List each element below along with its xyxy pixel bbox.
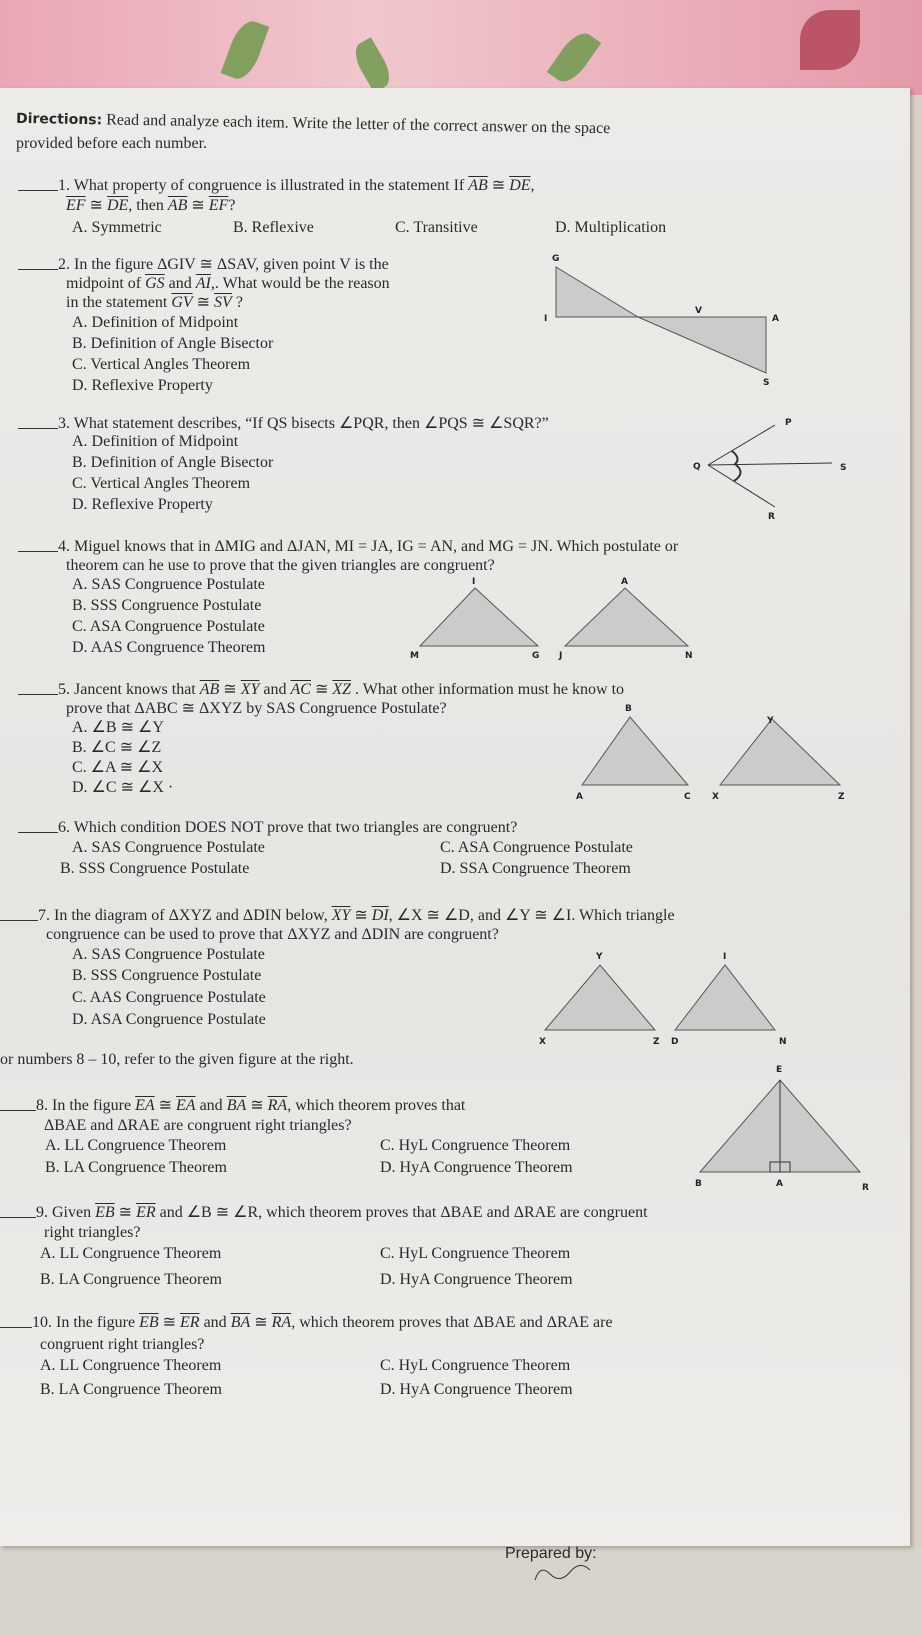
text-segment: 2. In the figure ΔGIV ≅ ΔSAV, given point V is the [58, 256, 389, 273]
leaf-decoration [547, 27, 601, 88]
text-segment: right triangles? [44, 1224, 141, 1241]
segment-notation: $\overline{RA}$ [267, 1097, 288, 1114]
question-10-line [32, 1313, 613, 1332]
text-segment: , then [128, 197, 168, 214]
label-x: X [712, 792, 719, 802]
text-segment: and ∠B ≅ ∠R, which theorem proves that ΔBAE and ΔRAE are congruent [155, 1204, 648, 1221]
segment-notation: $\overline{EF}$ [66, 197, 86, 214]
text-segment: ≅ [154, 1097, 177, 1114]
ray-qr [708, 465, 775, 507]
text-segment: midpoint of [66, 275, 146, 292]
segment-notation: $\overline{AI}$ [195, 275, 211, 292]
text-segment: theorem can he use to prove that the given triangles are congruent? [66, 557, 495, 574]
question-8-choice: C. HyL Congruence Theorem [380, 1137, 571, 1154]
question-1-choice: C. Transitive [395, 219, 478, 236]
text-segment: 9. Given [36, 1204, 96, 1221]
text-segment: ≅ [158, 1314, 181, 1331]
label-m: M [410, 651, 419, 661]
question-1-choice: B. Reflexive [233, 219, 314, 236]
answer-blank[interactable] [18, 190, 58, 191]
question-7-choice: B. SSS Congruence Postulate [72, 967, 262, 984]
text-segment: . What other information must he know to [351, 681, 625, 698]
label-j: J [559, 651, 563, 661]
segment-notation: $\overline{EB}$ [95, 1204, 115, 1221]
question-5-choice: C. ∠A ≅ ∠X [72, 759, 163, 776]
angle-mark [734, 465, 741, 481]
figure-q2 [530, 254, 790, 388]
label-i: I [544, 314, 548, 324]
text-segment: ≅ [250, 1314, 272, 1331]
segment-notation: $\overline{GS}$ [145, 275, 165, 292]
text-segment: congruent right triangles? [40, 1336, 205, 1353]
label-a: A [776, 1179, 783, 1189]
label-y: Y [596, 952, 603, 962]
signature [530, 1562, 600, 1582]
text-segment: , which theorem proves that [287, 1097, 466, 1114]
question-10-choice: C. HyL Congruence Theorem [380, 1357, 571, 1374]
question-8-line [44, 1116, 352, 1135]
question-1-choice: D. Multiplication [555, 219, 667, 236]
question-1-line [58, 176, 535, 195]
label-c: C [684, 792, 691, 802]
question-5-choice: A. ∠B ≅ ∠Y [72, 719, 164, 736]
question-6-choice: D. SSA Congruence Theorem [440, 860, 631, 877]
question-9-line [44, 1223, 140, 1242]
segment-notation: $\overline{BA}$ [230, 1314, 251, 1331]
question-7-line [46, 925, 499, 944]
question-2-line [66, 293, 243, 312]
label-z: Z [653, 1037, 660, 1047]
segment-notation: $\overline{EB}$ [139, 1314, 159, 1331]
question-10-line [40, 1335, 204, 1354]
question-10-choice: D. HyA Congruence Theorem [380, 1381, 573, 1398]
label-z: Z [838, 792, 845, 802]
text-segment: , ∠X ≅ ∠D, and ∠Y ≅ ∠I. Which triangle [388, 907, 675, 924]
question-7-choice: A. SAS Congruence Postulate [72, 946, 265, 963]
label-g: G [532, 651, 540, 661]
label-r: R [768, 512, 775, 522]
question-7-line [38, 906, 675, 925]
answer-blank[interactable] [0, 1327, 32, 1328]
figure-q5 [570, 705, 860, 805]
triangle-jan [565, 588, 688, 646]
answer-blank[interactable] [0, 1217, 36, 1218]
text-segment: in the statement [66, 294, 172, 311]
text-segment: ≅ [350, 907, 372, 924]
triangle-xyz [720, 719, 840, 785]
question-6-line [58, 818, 517, 837]
text-segment: prove that ΔABC ≅ ΔXYZ by SAS Congruence Postulate? [66, 700, 447, 717]
segment-notation: $\overline{DE}$ [509, 177, 531, 194]
text-segment: and [195, 1097, 227, 1114]
segment-notation: $\overline{DE}$ [106, 197, 129, 214]
question-9-line [36, 1203, 648, 1222]
text-segment: ≅ [114, 1204, 137, 1221]
triangle-giv [556, 267, 638, 317]
question-4-choice: B. SSS Congruence Postulate [72, 597, 262, 614]
figure-q4 [410, 578, 710, 663]
question-9-choice: D. HyA Congruence Theorem [380, 1271, 573, 1288]
question-4-choice: C. ASA Congruence Postulate [72, 618, 265, 635]
answer-blank[interactable] [18, 551, 58, 552]
segment-notation: $\overline{GV}$ [171, 294, 193, 311]
instruction-note: or numbers 8 – 10, refer to the given figure at the right. [0, 1051, 354, 1068]
question-2-choice: D. Reflexive Property [72, 377, 213, 394]
question-5-line [58, 680, 624, 699]
figure-q7 [535, 950, 805, 1050]
text-segment: 10. In the figure [32, 1314, 140, 1331]
directions-text-2: provided before each number. [16, 135, 208, 152]
segment-notation: $\overline{XY}$ [240, 681, 260, 698]
question-2-choice: A. Definition of Midpoint [72, 314, 239, 331]
text-segment: , [530, 177, 535, 194]
label-d: D [671, 1037, 679, 1047]
text-segment: 4. Miguel knows that in ΔMIG and ΔJAN, MI = JA, IG = AN, and MG = JN. Which postulate or [58, 538, 679, 555]
triangle-mig [420, 588, 538, 646]
question-4-line [58, 537, 678, 556]
flower-decoration [800, 10, 860, 70]
question-9-choice: C. HyL Congruence Theorem [380, 1245, 571, 1262]
question-2-line [58, 255, 389, 274]
text-segment: , which theorem proves that ΔBAE and ΔRAE are [291, 1314, 613, 1331]
question-8-choice: A. LL Congruence Theorem [45, 1137, 227, 1154]
label-a: A [576, 792, 583, 802]
label-p: P [785, 418, 792, 428]
triangle-sav [638, 317, 766, 373]
question-3-choice: C. Vertical Angles Theorem [72, 475, 251, 492]
segment-notation: $\overline{AB}$ [199, 681, 220, 698]
angle-mark [732, 451, 738, 465]
label-a: A [621, 577, 628, 587]
directions-text: Read and analyze each item. Write the letter of the correct answer on the space [106, 111, 611, 138]
ray-qs [708, 463, 832, 465]
question-2-choice: B. Definition of Angle Bisector [72, 335, 274, 352]
label-n: N [779, 1037, 787, 1047]
text-segment: ≅ [219, 681, 241, 698]
text-segment: ≅ [85, 197, 107, 214]
text-segment: 3. What statement describes, “If QS bisects ∠PQR, then ∠PQS ≅ ∠SQR?” [58, 415, 549, 432]
segment-notation: $\overline{XZ}$ [332, 681, 352, 698]
label-q: Q [693, 462, 701, 472]
question-2-choice: C. Vertical Angles Theorem [72, 356, 251, 373]
question-3-choice: A. Definition of Midpoint [72, 433, 239, 450]
segment-notation: $\overline{EA}$ [176, 1097, 196, 1114]
text-segment: 1. What property of congruence is illustrated in the statement If [58, 177, 469, 194]
label-i: I [472, 577, 476, 587]
segment-notation: $\overline{ER}$ [180, 1314, 200, 1331]
figure-q8-10 [690, 1062, 890, 1202]
question-6-choice: C. ASA Congruence Postulate [440, 839, 633, 856]
label-a: A [772, 314, 779, 324]
figure-q3 [690, 415, 860, 525]
question-9-choice: B. LA Congruence Theorem [40, 1271, 222, 1288]
desk-surface [0, 1546, 922, 1636]
segment-notation: $\overline{AC}$ [290, 681, 311, 698]
triangle-abc [582, 717, 688, 785]
segment-notation: $\overline{DI}$ [371, 907, 389, 924]
text-segment: 8. In the figure [36, 1097, 136, 1114]
question-7-choice: C. AAS Congruence Postulate [72, 989, 266, 1006]
text-segment: ? [228, 197, 236, 214]
segment-notation: $\overline{XY}$ [331, 907, 351, 924]
question-10-choice: A. LL Congruence Theorem [40, 1357, 222, 1374]
label-b: B [625, 704, 632, 714]
question-8-choice: D. HyA Congruence Theorem [380, 1159, 573, 1176]
prepared-by-label: Prepared by: [505, 1545, 597, 1562]
segment-notation: $\overline{SV}$ [214, 294, 232, 311]
figure-stroke [535, 1565, 590, 1580]
question-4-line [66, 556, 495, 575]
question-3-line [58, 414, 549, 433]
question-4-choice: D. AAS Congruence Theorem [72, 639, 266, 656]
segment-notation: $\overline{BA}$ [226, 1097, 247, 1114]
question-1-line [66, 196, 235, 215]
question-6-choice: B. SSS Congruence Postulate [60, 860, 250, 877]
leaf-decoration [221, 17, 270, 84]
label-e: E [776, 1065, 783, 1075]
text-segment: ≅ [192, 294, 215, 311]
segment-notation: $\overline{AB}$ [468, 177, 488, 194]
text-segment: 5. Jancent knows that [58, 681, 200, 698]
label-s: S [763, 378, 770, 388]
question-3-choice: B. Definition of Angle Bisector [72, 454, 274, 471]
directions-label: Directions: [15, 110, 103, 129]
text-segment: and [259, 681, 291, 698]
question-1-choice: A. Symmetric [72, 219, 162, 236]
segment-notation: $\overline{EA}$ [135, 1097, 155, 1114]
question-8-choice: B. LA Congruence Theorem [45, 1159, 227, 1176]
triangle-xyz [545, 965, 655, 1030]
label-s: S [840, 463, 847, 473]
answer-blank[interactable] [0, 1110, 36, 1111]
segment-notation: $\overline{ER}$ [136, 1204, 156, 1221]
question-9-choice: A. LL Congruence Theorem [40, 1245, 222, 1262]
question-3-choice: D. Reflexive Property [72, 496, 213, 513]
question-5-line [66, 699, 447, 718]
label-v: V [695, 306, 702, 316]
label-x: X [539, 1037, 546, 1047]
answer-blank[interactable] [18, 694, 58, 695]
label-r: R [862, 1183, 869, 1193]
text-segment: ? [231, 294, 243, 311]
segment-notation: $\overline{AB}$ [167, 197, 188, 214]
triangle-din [675, 965, 775, 1030]
question-6-choice: A. SAS Congruence Postulate [72, 839, 265, 856]
text-segment: ΔBAE and ΔRAE are congruent right triangles? [44, 1117, 352, 1134]
question-5-choice: D. ∠C ≅ ∠X · [72, 779, 174, 796]
text-segment: ≅ [310, 681, 333, 698]
text-segment: 6. Which condition DOES NOT prove that two triangles are congruent? [58, 819, 518, 836]
label-b: B [695, 1179, 702, 1189]
label-g: G [552, 254, 560, 264]
segment-notation: $\overline{EF}$ [208, 197, 229, 214]
text-segment: congruence can be used to prove that ΔXYZ and ΔDIN are congruent? [46, 926, 499, 943]
text-segment: ≅ [187, 197, 209, 214]
answer-blank[interactable] [18, 428, 58, 429]
text-segment: and [199, 1314, 231, 1331]
question-7-choice: D. ASA Congruence Postulate [72, 1011, 266, 1028]
label-n: N [685, 651, 693, 661]
leaf-decoration [349, 37, 396, 93]
question-10-choice: B. LA Congruence Theorem [40, 1381, 222, 1398]
label-i: I [723, 952, 727, 962]
answer-blank[interactable] [18, 269, 58, 270]
label-y: Y [767, 716, 774, 726]
answer-blank[interactable] [18, 832, 58, 833]
question-2-line [66, 274, 390, 293]
question-8-line [36, 1096, 465, 1115]
text-segment: ,. What would be the reason [210, 275, 390, 292]
text-segment: 7. In the diagram of ΔXYZ and ΔDIN below, [38, 907, 332, 924]
text-segment: and [164, 275, 196, 292]
segment-notation: $\overline{RA}$ [271, 1314, 292, 1331]
answer-blank[interactable] [0, 920, 38, 921]
text-segment: ≅ [246, 1097, 268, 1114]
text-segment: ≅ [487, 177, 510, 194]
ray-qp [708, 425, 775, 465]
question-4-choice: A. SAS Congruence Postulate [72, 576, 265, 593]
question-5-choice: B. ∠C ≅ ∠Z [72, 739, 162, 756]
floral-background [0, 0, 922, 95]
